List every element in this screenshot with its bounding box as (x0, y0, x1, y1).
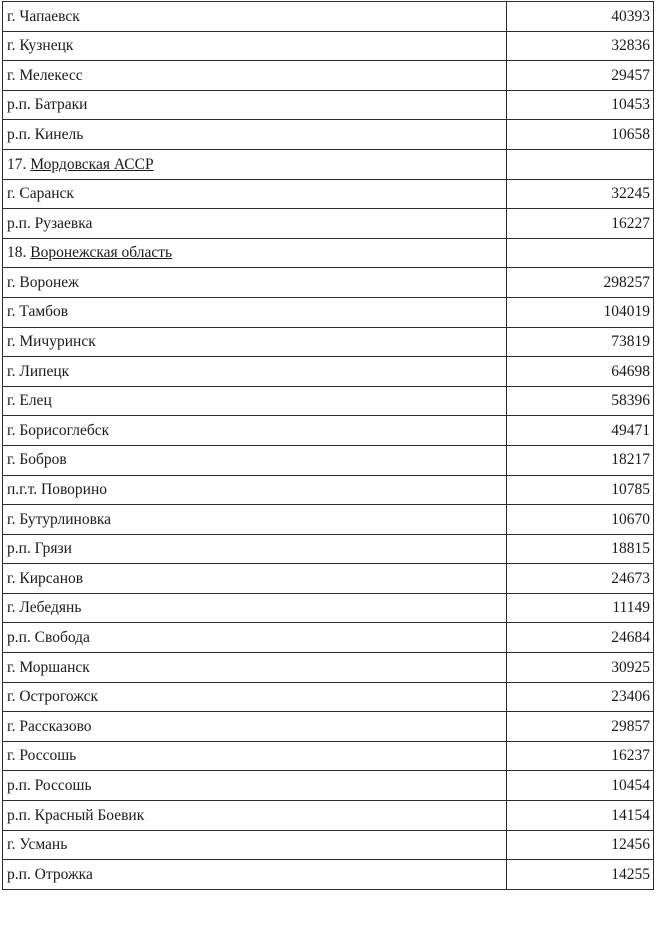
population-value: 24673 (507, 564, 654, 594)
section-header-row (3, 149, 654, 179)
population-value: 29857 (507, 712, 654, 742)
table-row (3, 268, 654, 298)
settlement-name: г. Острогожск (3, 682, 507, 712)
table-row (3, 741, 654, 771)
table-body (3, 2, 654, 890)
settlement-name: р.п. Свобода (3, 623, 507, 653)
population-value: 49471 (507, 416, 654, 446)
population-value: 18815 (507, 534, 654, 564)
population-value: 10454 (507, 771, 654, 801)
population-value: 14255 (507, 860, 654, 890)
table-row (3, 475, 654, 505)
population-value: 16227 (507, 209, 654, 239)
section-header-row (3, 238, 654, 268)
table-row (3, 771, 654, 801)
settlement-name: г. Усмань (3, 830, 507, 860)
settlement-name: г. Моршанск (3, 653, 507, 683)
table-row (3, 357, 654, 387)
settlement-name: р.п. Россошь (3, 771, 507, 801)
table-row (3, 653, 654, 683)
table-row (3, 623, 654, 653)
settlement-name: г. Мелекесс (3, 61, 507, 91)
table-row (3, 830, 654, 860)
table-row (3, 386, 654, 416)
settlement-name: г. Чапаевск (3, 2, 507, 32)
document-page (0, 1, 658, 947)
table-row (3, 534, 654, 564)
settlement-name: г. Бутурлиновка (3, 505, 507, 535)
table-row (3, 712, 654, 742)
table-row (3, 2, 654, 32)
table-row (3, 31, 654, 61)
population-value: 10785 (507, 475, 654, 505)
settlement-name: г. Рассказово (3, 712, 507, 742)
table-row (3, 327, 654, 357)
table-row (3, 61, 654, 91)
settlement-name: г. Лебедянь (3, 593, 507, 623)
table-row (3, 179, 654, 209)
population-value: 14154 (507, 801, 654, 831)
section-title: Воронежская область (30, 244, 173, 262)
population-value: 58396 (507, 386, 654, 416)
settlement-name: г. Россошь (3, 741, 507, 771)
settlement-name: р.п. Грязи (3, 534, 507, 564)
settlement-name: г. Саранск (3, 179, 507, 209)
settlement-name: г. Бобров (3, 445, 507, 475)
table-row (3, 209, 654, 239)
population-table (2, 1, 654, 890)
table-row (3, 682, 654, 712)
settlement-name: р.п. Батраки (3, 90, 507, 120)
settlement-name: г. Липецк (3, 357, 507, 387)
population-value: 64698 (507, 357, 654, 387)
settlement-name: г. Кузнецк (3, 31, 507, 61)
section-header-cell (3, 238, 507, 268)
table-row (3, 445, 654, 475)
table-row (3, 860, 654, 890)
table-row (3, 593, 654, 623)
settlement-name: р.п. Кинель (3, 120, 507, 150)
population-value: 32245 (507, 179, 654, 209)
population-value: 40393 (507, 2, 654, 32)
population-value: 29457 (507, 61, 654, 91)
section-header-cell (3, 149, 507, 179)
table-row (3, 297, 654, 327)
settlement-name: р.п. Рузаевка (3, 209, 507, 239)
population-value: 10658 (507, 120, 654, 150)
population-value: 23406 (507, 682, 654, 712)
population-value: 104019 (507, 297, 654, 327)
section-number: 17. (7, 155, 27, 173)
population-value: 32836 (507, 31, 654, 61)
settlement-name: г. Воронеж (3, 268, 507, 298)
empty-value-cell (507, 149, 654, 179)
table-row (3, 801, 654, 831)
settlement-name: г. Мичуринск (3, 327, 507, 357)
settlement-name: п.г.т. Поворино (3, 475, 507, 505)
population-value: 16237 (507, 741, 654, 771)
population-value: 18217 (507, 445, 654, 475)
settlement-name: г. Тамбов (3, 297, 507, 327)
population-value: 12456 (507, 830, 654, 860)
population-value: 10453 (507, 90, 654, 120)
settlement-name: г. Борисоглебск (3, 416, 507, 446)
population-value: 298257 (507, 268, 654, 298)
population-value: 73819 (507, 327, 654, 357)
table-row (3, 505, 654, 535)
section-number: 18. (7, 244, 27, 262)
section-title: Мордовская АССР (30, 155, 154, 173)
settlement-name: г. Елец (3, 386, 507, 416)
population-value: 24684 (507, 623, 654, 653)
settlement-name: р.п. Красный Боевик (3, 801, 507, 831)
population-value: 30925 (507, 653, 654, 683)
settlement-name: р.п. Отрожка (3, 860, 507, 890)
population-value: 10670 (507, 505, 654, 535)
settlement-name: г. Кирсанов (3, 564, 507, 594)
table-row (3, 120, 654, 150)
population-value: 11149 (507, 593, 654, 623)
table-row (3, 564, 654, 594)
table-row (3, 90, 654, 120)
table-row (3, 416, 654, 446)
empty-value-cell (507, 238, 654, 268)
